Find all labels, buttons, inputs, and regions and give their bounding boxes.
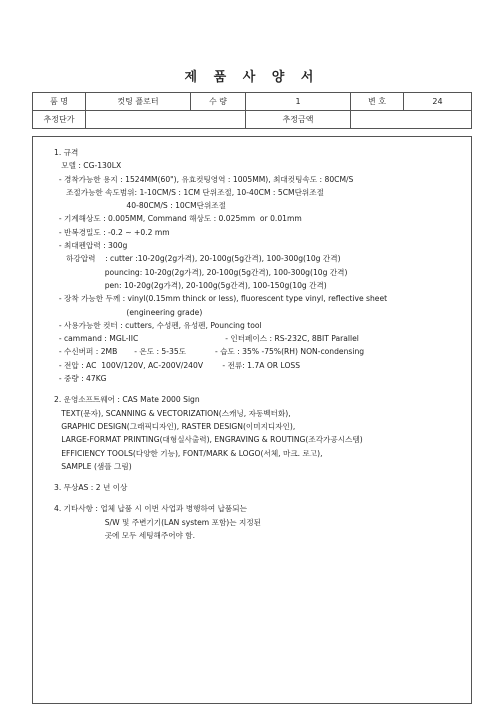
spec-line: pouncing: 10-20g(2g가격), 20-100g(5g간격), 100-300g(10g 간격) xyxy=(54,267,348,277)
section-4-heading: 4. 기타사항 : 업체 납품 시 이번 사업과 병행하여 납품되는 xyxy=(54,504,247,514)
spec-line: SAMPLE (샘플 그림) xyxy=(54,461,132,471)
section-2-heading: 2. 운영소프트웨어 : CAS Mate 2000 Sign xyxy=(54,395,200,405)
spec-line: - 경착가능한 용지 : 1524MM(60"), 유효컷팅영역 : 1005MM), 최대컷팅속도 : 80CM/S xyxy=(54,174,354,184)
value-number: 24 xyxy=(404,93,472,111)
value-estimated-unit-price xyxy=(86,111,246,129)
spec-line: EFFICIENCY TOOLS(다양한 기능), FONT/MARK & LOGO(서체, 마크. 로고), xyxy=(54,448,323,458)
section-2-lines xyxy=(54,407,464,473)
header-table xyxy=(32,92,472,129)
spec-line: 40-80CM/S : 10CM단위조절 xyxy=(54,201,226,211)
section-1-heading: 1. 규격 xyxy=(54,148,79,157)
value-estimated-amount xyxy=(351,111,472,129)
header-row-1 xyxy=(33,93,472,111)
value-product-name: 컷팅 플로터 xyxy=(86,93,191,111)
spec-line: 곳에 모두 세팅해주어야 함. xyxy=(54,531,196,541)
label-number: 변 호 xyxy=(351,93,404,111)
label-quantity: 수 량 xyxy=(191,93,246,111)
section-4-lines xyxy=(54,516,464,543)
document-title: 제 품 사 양 서 xyxy=(184,70,320,85)
spec-line: - 최대펜압력 : 300g xyxy=(54,241,128,251)
section-1-lines xyxy=(54,159,464,385)
spec-line: GRAPHIC DESIGN(그래픽디자인), RASTER DESIGN(이미지디자인), xyxy=(54,421,296,431)
spec-line: TEXT(문자), SCANNING & VECTORIZATION(스캐닝, 자동벡터화), xyxy=(54,408,291,418)
spec-line: LARGE-FORMAT PRINTING(대형실사출력), ENGRAVING & ROUTING(조각가공시스템) xyxy=(54,435,363,445)
label-estimated-unit-price: 추정단가 xyxy=(33,111,86,129)
header-row-2 xyxy=(33,111,472,129)
spec-line: - 반복경밀도 : -0.2 ~ +0.2 mm xyxy=(54,227,170,237)
value-quantity: 1 xyxy=(246,93,351,111)
spec-line: 하강압력 : cutter :10-20g(2g가격), 20-100g(5g간격), 100-300g(10g 간격) xyxy=(54,254,341,264)
label-product-name: 품 명 xyxy=(33,93,86,111)
spec-line: - 기계해상도 : 0.005MM, Command 해상도 : 0.025mm or 0.01mm xyxy=(54,214,302,224)
label-estimated-amount: 추정금액 xyxy=(246,111,351,129)
spec-body xyxy=(54,146,464,542)
spec-line: - 수신버퍼 : 2MB - 온도 : 5-35도 - 습도 : 35% -75%(RH) NON-condensing xyxy=(54,347,365,357)
spec-line: 조절가능한 속도범위: 1-10CM/S : 1CM 단위조절, 10-40CM : 5CM단위조절 xyxy=(54,187,324,197)
spec-line: - 중량 : 47KG xyxy=(54,374,107,384)
section-3-heading: 3. 무상AS : 2 년 이상 xyxy=(54,483,128,493)
spec-line: (engineering grade) xyxy=(54,307,203,317)
spec-line: - 사용가능한 컷터 : cutters, 수성펜, 유성펜, Pouncing tool xyxy=(54,320,262,330)
spec-line: - cammand : MGL-IIC - 인터페이스 : RS-232C, 8BIT Parallel xyxy=(54,334,359,344)
spec-line: 모델 : CG-130LX xyxy=(54,161,122,171)
spec-line: - 전압 : AC 100V/120V, AC-200V/240V - 전류: 1.7A OR LOSS xyxy=(54,360,301,370)
spec-line: pen: 10-20g(2g가격), 20-100g(5g간격), 100-150g(10g 간격) xyxy=(54,280,327,290)
spec-line: S/W 및 주변기기(LAN system 포함)는 지정된 xyxy=(54,517,261,527)
spec-line: - 장착 가능한 두께 : vinyl(0.15mm thinck or less), fluorescent type vinyl, reflective sheet xyxy=(54,294,388,304)
